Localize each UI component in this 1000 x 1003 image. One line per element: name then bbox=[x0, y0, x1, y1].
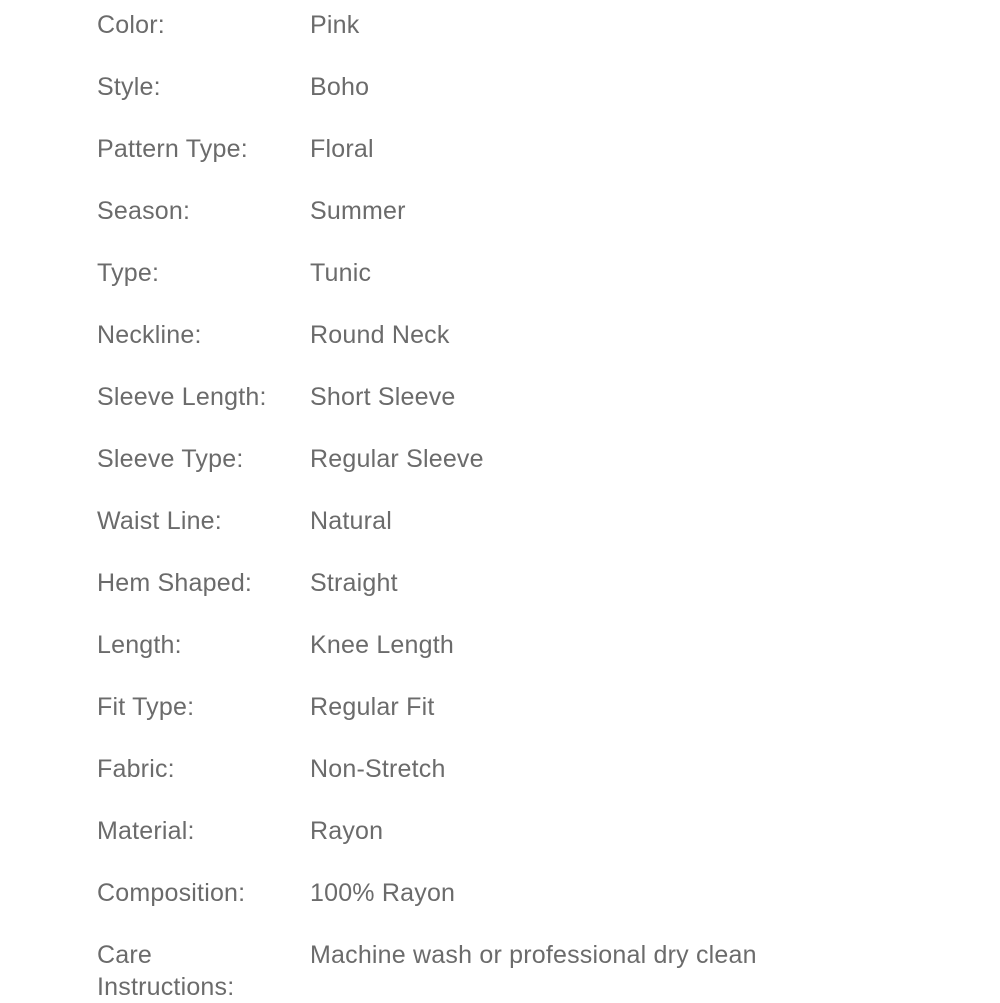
spec-label: Neckline: bbox=[97, 321, 202, 349]
spec-value: Round Neck bbox=[310, 321, 450, 349]
spec-value: Natural bbox=[310, 507, 392, 535]
spec-label: Color: bbox=[97, 11, 165, 39]
spec-value: Rayon bbox=[310, 817, 384, 845]
spec-row-care-instructions bbox=[0, 935, 1000, 999]
spec-value: Boho bbox=[310, 73, 370, 101]
spec-label: Sleeve Type: bbox=[97, 445, 244, 473]
spec-row-waist-line bbox=[0, 501, 1000, 563]
spec-label: Type: bbox=[97, 259, 160, 287]
spec-label: Sleeve Length: bbox=[97, 383, 267, 411]
spec-label: Composition: bbox=[97, 879, 246, 907]
spec-label: Fit Type: bbox=[97, 693, 195, 721]
spec-row-material bbox=[0, 811, 1000, 873]
spec-value: Machine wash or professional dry clean bbox=[310, 941, 757, 969]
spec-label: Hem Shaped: bbox=[97, 569, 253, 597]
spec-value: Straight bbox=[310, 569, 398, 597]
spec-row-color bbox=[0, 5, 1000, 67]
spec-row-hem-shaped bbox=[0, 563, 1000, 625]
spec-row-composition bbox=[0, 873, 1000, 935]
spec-row-sleeve-type bbox=[0, 439, 1000, 501]
spec-value: Tunic bbox=[310, 259, 372, 287]
spec-row-style bbox=[0, 67, 1000, 129]
spec-row-season bbox=[0, 191, 1000, 253]
spec-row-pattern-type bbox=[0, 129, 1000, 191]
spec-value: Summer bbox=[310, 197, 406, 225]
spec-row-fit-type bbox=[0, 687, 1000, 749]
spec-value: 100% Rayon bbox=[310, 879, 456, 907]
spec-row-neckline bbox=[0, 315, 1000, 377]
spec-row-fabric bbox=[0, 749, 1000, 811]
spec-value: Regular Sleeve bbox=[310, 445, 484, 473]
spec-value: Floral bbox=[310, 135, 374, 163]
spec-label: Season: bbox=[97, 197, 191, 225]
spec-row-length bbox=[0, 625, 1000, 687]
spec-label: Fabric: bbox=[97, 755, 175, 783]
spec-label: Waist Line: bbox=[97, 507, 222, 535]
spec-value: Regular Fit bbox=[310, 693, 435, 721]
spec-label: Material: bbox=[97, 817, 195, 845]
spec-label: Length: bbox=[97, 631, 182, 659]
spec-value: Short Sleeve bbox=[310, 383, 456, 411]
spec-row-sleeve-length bbox=[0, 377, 1000, 439]
spec-value: Knee Length bbox=[310, 631, 454, 659]
spec-value: Pink bbox=[310, 11, 360, 39]
spec-row-type bbox=[0, 253, 1000, 315]
spec-label: Style: bbox=[97, 73, 161, 101]
spec-label: Care Instructions: bbox=[97, 941, 235, 1001]
spec-value: Non-Stretch bbox=[310, 755, 446, 783]
spec-label: Pattern Type: bbox=[97, 135, 248, 163]
